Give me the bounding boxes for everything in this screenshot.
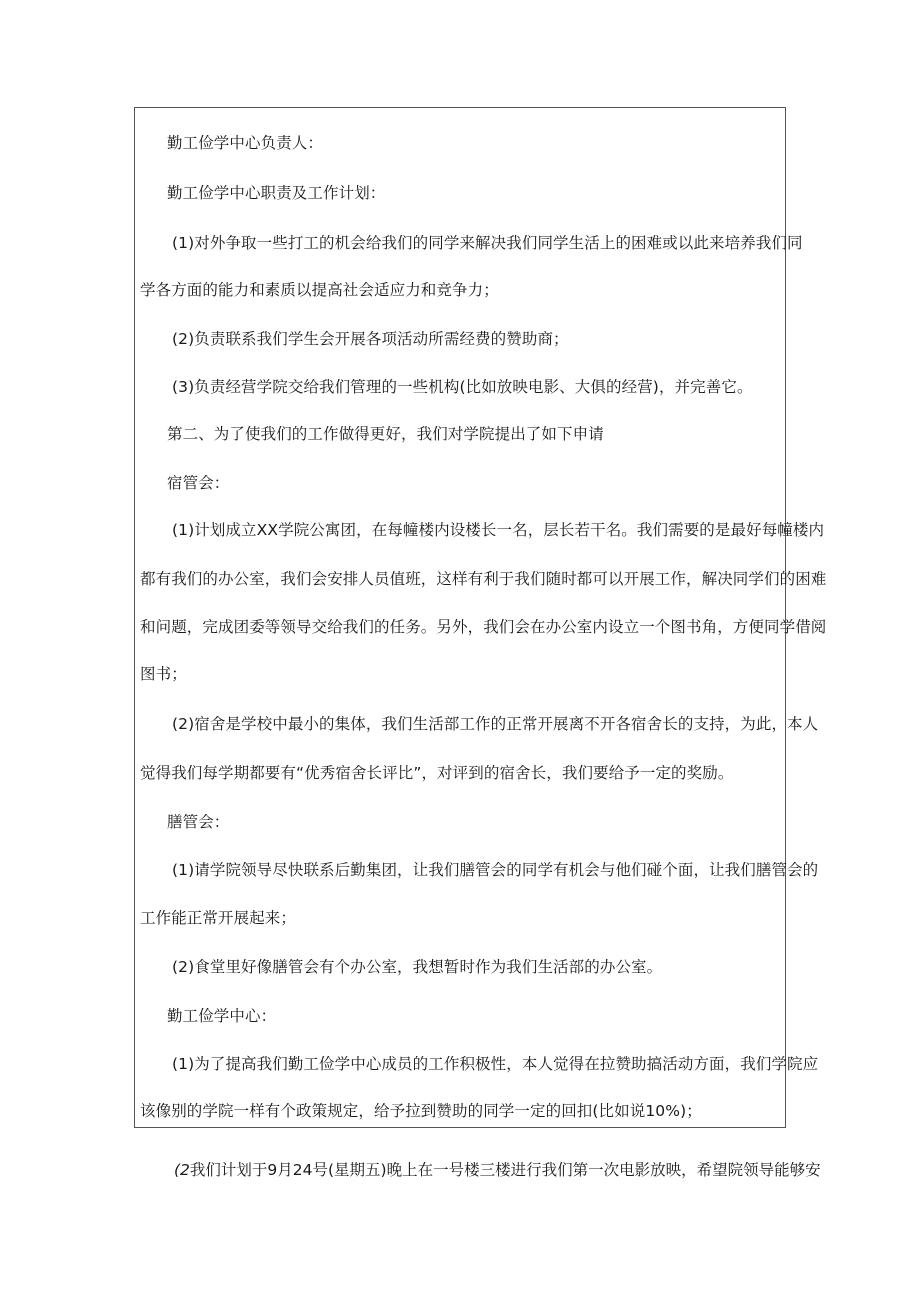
paragraph-line: 图书； bbox=[140, 665, 187, 683]
heading-work-study-duties: 勤工俭学中心职责及工作计划： bbox=[167, 184, 386, 202]
paragraph-line: 觉得我们每学期都要有“优秀宿舍长评比”，对评到的宿舍长，我们要给予一定的奖励。 bbox=[140, 764, 734, 782]
paragraph-line: (3)负责经营学院交给我们管理的一些机构(比如放映电影、大俱的经营)，并完善它。 bbox=[172, 378, 753, 396]
paragraph-line: (2)负责联系我们学生会开展各项活动所需经费的赞助商； bbox=[172, 330, 569, 348]
paragraph-line: (1)对外争取一些打工的机会给我们的同学来解决我们同学生活上的困难或以此来培养我们同 bbox=[172, 234, 803, 252]
paragraph-line: 工作能正常开展起来； bbox=[140, 909, 297, 927]
paragraph-line: (1)请学院领导尽快联系后勤集团，让我们膳管会的同学有机会与他们碰个面，让我们膳管会的 bbox=[172, 861, 819, 879]
paragraph-line: (2)食堂里好像膳管会有个办公室，我想暂时作为我们生活部的办公室。 bbox=[172, 958, 663, 976]
paragraph-line: 和问题，完成团委等领导交给我们的任务。另外，我们会在办公室内设立一个图书角，方便同学借阅 bbox=[140, 618, 827, 636]
paragraph-line: 都有我们的办公室，我们会安排人员值班，这样有利于我们随时都可以开展工作，解决同学们的困难 bbox=[140, 570, 827, 588]
heading-dorm-committee: 宿管会： bbox=[167, 474, 230, 492]
heading-work-study-lead: 勤工俭学中心负责人： bbox=[167, 134, 324, 152]
paragraph-line: 学各方面的能力和素质以提高社会适应力和竞争力； bbox=[140, 281, 499, 299]
heading-canteen-committee: 膳管会： bbox=[167, 813, 230, 831]
heading-work-study-center: 勤工俭学中心： bbox=[167, 1007, 277, 1025]
paragraph-line: 该像别的学院一样有个政策规定，给予拉到赞助的同学一定的回扣(比如说10%)； bbox=[140, 1102, 702, 1120]
footer-item-text: 我们计划于9月24号(星期五)晚上在一号楼三楼进行我们第一次电影放映，希望院领导能够安 bbox=[189, 1161, 821, 1179]
paragraph-line: (1)为了提高我们勤工俭学中心成员的工作积极性，本人觉得在拉赞助搞活动方面，我们学院应 bbox=[172, 1055, 819, 1073]
section-heading-second: 第二、为了使我们的工作做得更好，我们对学院提出了如下申请 bbox=[167, 425, 604, 443]
footer-paragraph-line bbox=[134, 1160, 834, 1180]
paragraph-line: (2)宿舍是学校中最小的集体，我们生活部工作的正常开展离不开各宿舍长的支持，为此，本人 bbox=[172, 715, 819, 733]
paragraph-line: (1)计划成立XX学院公寓团，在每幢楼内设楼长一名，层长若干名。我们需要的是最好每幢楼内 bbox=[172, 521, 825, 539]
footer-item-number: (2 bbox=[174, 1161, 190, 1179]
